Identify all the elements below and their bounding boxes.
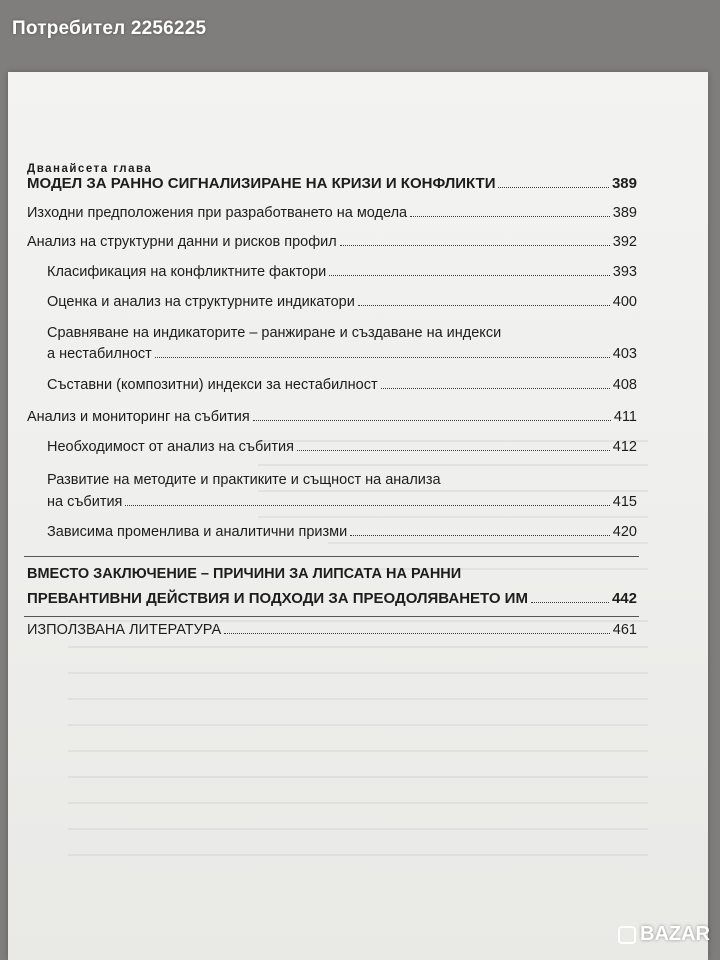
toc-subentry[interactable]: Зависима променлива и аналитични призми 420 [47,524,637,540]
toc-subentry[interactable]: на събития 415 [47,494,637,510]
divider [24,616,639,617]
toc-subentry[interactable]: а нестабилност 403 [47,346,637,362]
shopping-bag-icon [618,926,636,944]
user-watermark: Потребител 2256225 [12,18,207,39]
toc-entry[interactable]: Анализ и мониторинг на събития 411 [27,409,637,425]
toc-chapter-title[interactable]: МОДЕЛ ЗА РАННО СИГНАЛИЗИРАНЕ НА КРИЗИ И КОНФЛИКТИ 389 [27,175,637,192]
divider [24,556,639,557]
bazar-logo: BAZAR [618,923,710,946]
toc-conclusion-line1: ВМЕСТО ЗАКЛЮЧЕНИЕ – ПРИЧИНИ ЗА ЛИПСАТА НА РАННИ [27,566,462,582]
toc-entry[interactable]: Изходни предположения при разработването на модела 389 [27,205,637,221]
toc-subentry-line1: Сравняване на индикаторите – ранжиране и създаване на индекси [47,325,502,341]
toc-subentry[interactable]: Класификация на конфликтните фактори 393 [47,264,637,280]
toc-subentry-line1: Развитие на методите и практиките и същност на анализа [47,472,441,488]
toc-subentry[interactable]: Съставни (композитни) индекси за нестабилност 408 [47,377,637,393]
toc-entry[interactable]: Анализ на структурни данни и рисков профил 392 [27,234,637,250]
toc-literature[interactable]: ИЗПОЛЗВАНА ЛИТЕРАТУРА 461 [27,622,637,638]
toc-subentry[interactable]: Оценка и анализ на структурните индикатори 400 [47,294,637,310]
toc-subentry[interactable]: Необходимост от анализ на събития 412 [47,439,637,455]
toc-conclusion[interactable]: ПРЕВАНТИВНИ ДЕЙСТВИЯ И ПОДХОДИ ЗА ПРЕОДОЛЯВАНЕТО ИМ 442 [27,590,637,607]
chapter-label: Дванайсета глава [27,163,153,175]
